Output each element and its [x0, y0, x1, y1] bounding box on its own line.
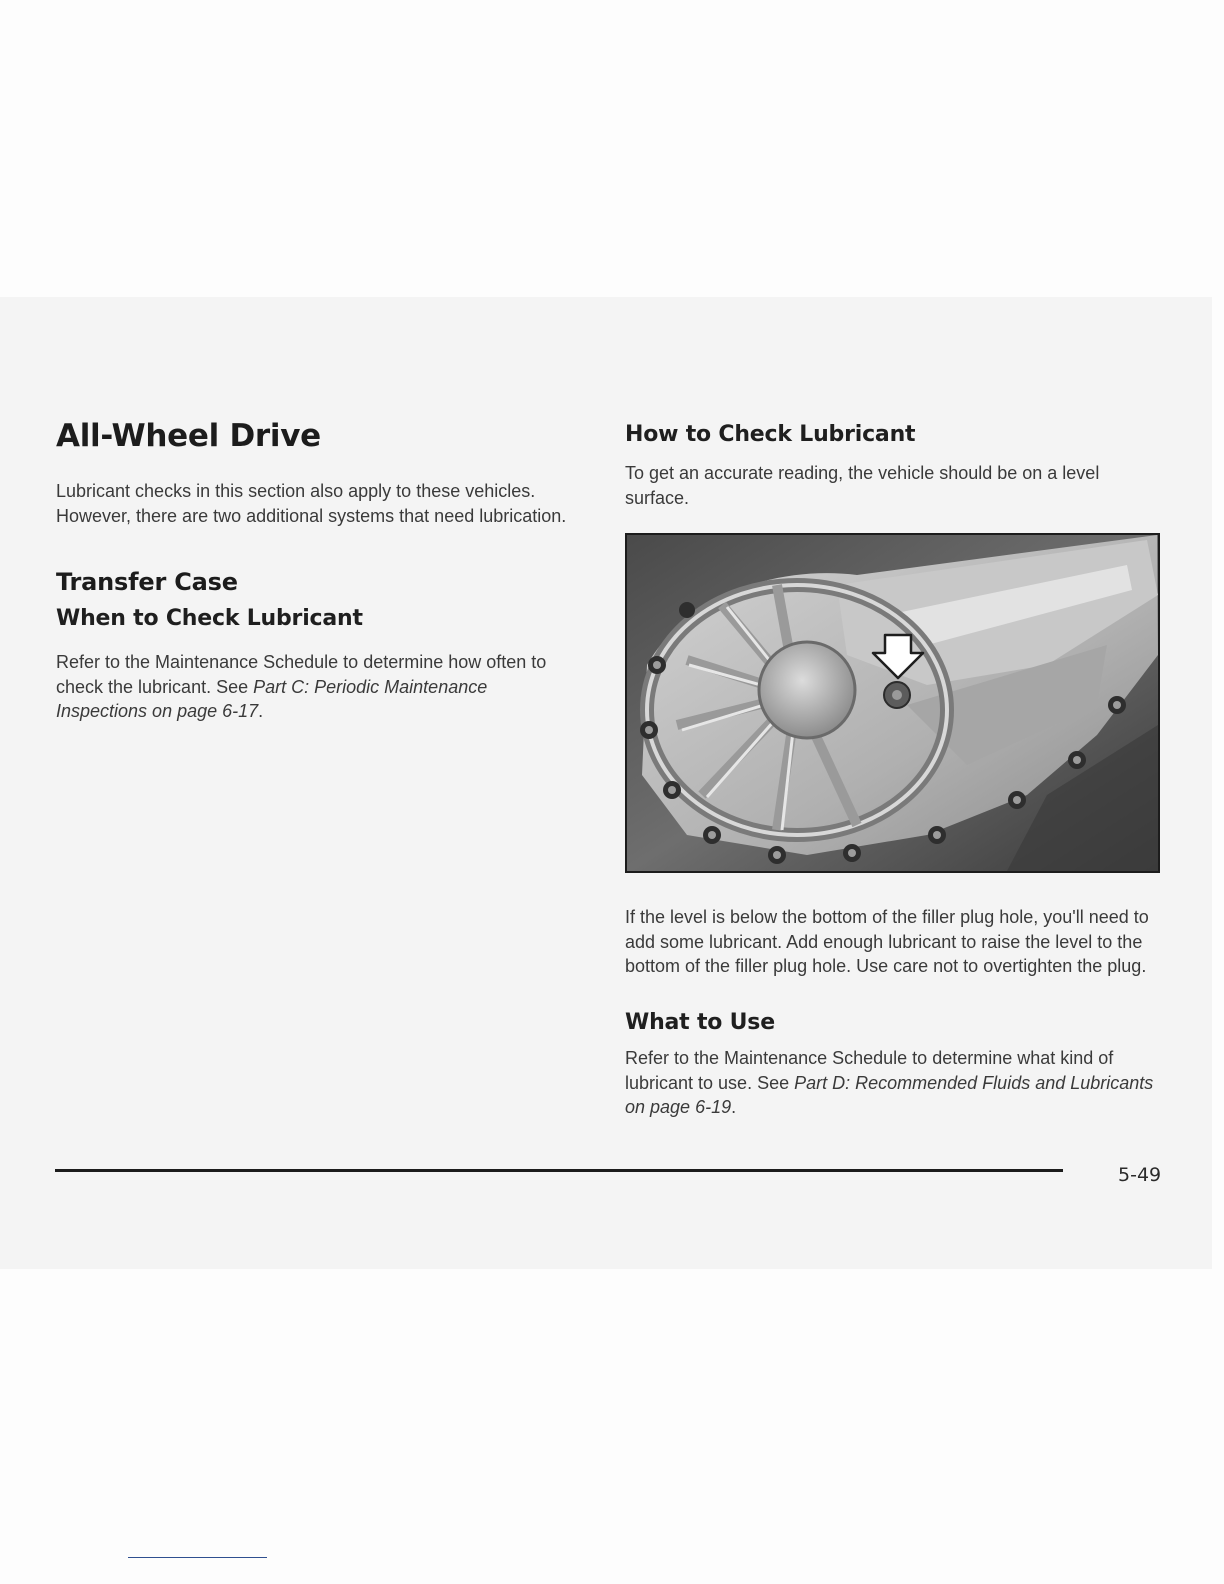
how-to-check-paragraph [625, 461, 1160, 510]
page-title: All-Wheel Drive [56, 418, 321, 454]
how-text: To get an accurate reading, the vehicle should be on a level surface. [625, 463, 1100, 508]
footer-link-underline [128, 1557, 267, 1558]
subsection-title-how-to-check: How to Check Lubricant [625, 422, 916, 447]
fill-level-paragraph [625, 905, 1160, 979]
when-text-end: . [258, 701, 264, 721]
use-text: Refer to the Maintenance Schedule to determine what kind of lubricant to use. See [625, 1048, 1114, 1093]
subsection-title-when-to-check: When to Check Lubricant [56, 606, 363, 631]
footer-rule [55, 1169, 1063, 1172]
use-cross-reference: Part D: Recommended Fluids and Lubricants on page 6-19 [625, 1072, 1154, 1117]
subsection-title-what-to-use: What to Use [625, 1010, 775, 1035]
transfer-case-photo [625, 533, 1160, 873]
use-text-end: . [731, 1097, 737, 1117]
when-text: Refer to the Maintenance Schedule to determine how often to check the lubricant. See [56, 652, 547, 697]
level-text: If the level is below the bottom of the filler plug hole, you'll need to add some lubricant. Add enough lubricant to raise the level to the bottom of the filler plug hole. Use care not to overtighten the plug. [625, 907, 1149, 976]
page-number: 5-49 [1118, 1164, 1162, 1186]
when-to-check-paragraph [56, 650, 576, 724]
intro-text: Lubricant checks in this section also apply to these vehicles. However, there are two additional systems that need lubrication. [56, 481, 567, 526]
intro-paragraph [56, 479, 596, 528]
what-to-use-paragraph [625, 1046, 1160, 1120]
section-title-transfer-case: Transfer Case [56, 568, 238, 596]
when-cross-reference: Part C: Periodic Maintenance Inspections on page 6-17 [56, 676, 488, 721]
transfer-case-illustration [627, 535, 1158, 871]
